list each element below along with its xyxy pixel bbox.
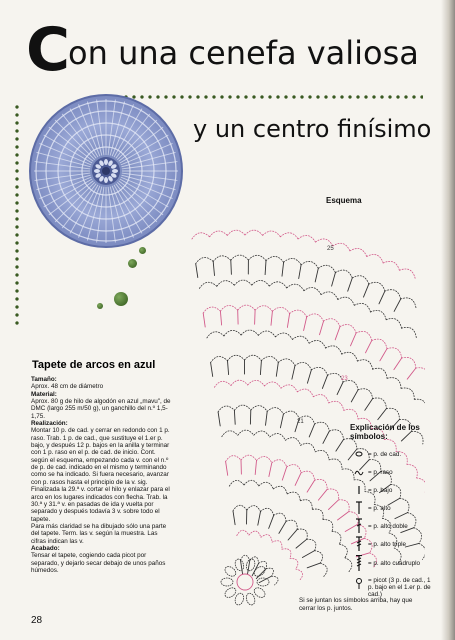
instructions-text: [31, 376, 171, 574]
legend-label: = p. raso: [368, 468, 393, 476]
size-text: Aprox. 48 cm de diámetro: [31, 383, 104, 391]
legend-label: = p. alto triple: [368, 540, 406, 548]
legend-label: = p. de cad.: [368, 450, 402, 458]
page-title: [26, 15, 419, 85]
decorative-ball: [128, 259, 137, 268]
triple-treble-icon: [352, 536, 366, 552]
legend-label: = picot (3 p. de cad., 1 p. bajo en el 1.er p. de cad.): [368, 577, 431, 598]
decorative-ball: [114, 292, 128, 306]
legend-item: [352, 481, 436, 499]
realization-text-3: Para más claridad se ha dibujado sólo una parte del tapete. Term. las v. según la muestra. Las cifras indican las v.: [31, 522, 167, 545]
single-crochet-icon: [352, 482, 366, 498]
title-rest: on una cenefa valiosa: [68, 34, 419, 72]
doily-photo: [28, 93, 184, 249]
legend-label: = p. alto cuádruplo: [368, 559, 420, 567]
round-number-label: 25: [327, 246, 334, 252]
legend-label: = p. bajo: [368, 486, 393, 494]
section-title: Tapete de arcos en azul: [32, 359, 156, 371]
legend-label: = p. alto: [368, 504, 391, 512]
title-initial: C: [26, 15, 71, 85]
round-number-label: 21: [297, 419, 304, 425]
legend-label: = p. alto doble: [368, 522, 408, 530]
material-text: Aprox. 80 g de hilo de algodón en azul „mavu", de DMC (largo 255 m/50 g), un ganchillo del n.º 1,5-1,75.: [31, 398, 171, 420]
treble-crochet-icon: [352, 518, 366, 534]
page-gutter-shadow: [441, 0, 455, 640]
realization-text-2: Finalizada la 29.ª v. cortar el hilo y enlazar para el arco en los lugares indicados con flecha. Trab. la 30.ª y 31.ª v. en pasadas de ida y vuelta por separado y después todavía 3 v. sobre todo el tapete.: [31, 486, 170, 523]
page-number: 28: [31, 615, 43, 626]
legend-item: [352, 535, 436, 553]
dotted-rule-vertical: [15, 103, 19, 325]
legend-item: [352, 445, 436, 463]
symbol-legend: [352, 445, 436, 605]
diagram-label: Esquema: [326, 196, 362, 205]
finish-heading: Acabado:: [31, 544, 60, 552]
legend-item: [352, 517, 436, 535]
material-heading: Material:: [31, 390, 57, 398]
page-subtitle: y un centro finísimo: [193, 115, 432, 143]
decorative-ball: [97, 303, 103, 309]
double-crochet-icon: [352, 500, 366, 516]
legend-title: Explicación de los símbolos:: [350, 423, 420, 441]
footnote: Si se juntan los símbolos arriba, hay que cerrar los p. juntos.: [299, 597, 413, 612]
legend-item: [352, 553, 436, 573]
realization-text: Montar 10 p. de cad. y cerrar en redondo con 1 p. raso. Trab. 1 p. de cad., que sustituye el 1.er p. bajo, y después 12 p. bajos en la anilla y terminar con 1 p. raso en el p. de cad. de inicio. Cont. según el esquema, empezando cada v. con el n.º de p. de cad. indicado en el mismo y terminando como se ha indicado. Si fuera necesario, avanzar con p. rasos hasta el principio de la v. sig.: [31, 427, 170, 486]
quadruple-treble-icon: [352, 555, 366, 571]
legend-item: [352, 499, 436, 517]
size-heading: Tamaño:: [31, 376, 57, 383]
slip-stitch-icon: [352, 464, 366, 480]
realization-heading: Realización:: [31, 420, 68, 428]
legend-item: [352, 463, 436, 481]
picot-icon: [352, 577, 366, 593]
chain-stitch-icon: [352, 446, 366, 462]
round-number-label: 23: [341, 376, 348, 382]
finish-text: Tensar el tapete, cogiendo cada picot por separado, y dejarlo secar debajo de unos paños húmedos.: [31, 552, 166, 574]
